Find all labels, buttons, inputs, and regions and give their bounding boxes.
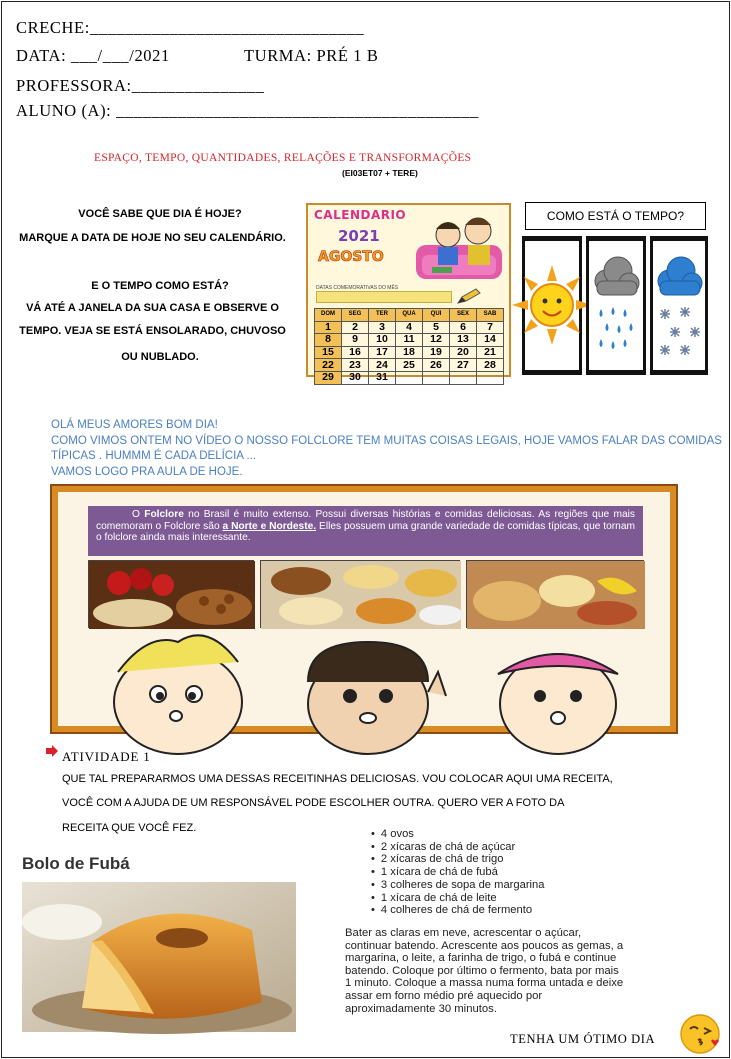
kiss-emoji-icon	[679, 1013, 721, 1055]
calendar	[306, 203, 511, 384]
snow-cloud-icon	[653, 241, 705, 370]
calendar-weekdays	[315, 309, 504, 322]
greeting-line-4: VAMOS LOGO PRA AULA DE HOJE.	[51, 466, 243, 478]
cartoon-kids-sofa-illustration	[408, 211, 508, 285]
ingredient-item: • 4 ovos	[371, 828, 545, 841]
instruction-line-4: VÁ ATÉ A JANELA DA SUA CASA E OBSERVE O	[26, 302, 279, 314]
weather-card-sunny[interactable]	[522, 236, 582, 375]
calendar-day[interactable]: 15	[315, 346, 342, 359]
calendar-day[interactable]: 21	[477, 346, 504, 359]
recipe-title: Bolo de Fubá	[22, 854, 130, 873]
pencil-icon	[456, 287, 482, 305]
instruction-line-2: MARQUE A DATA DE HOJE NO SEU CALENDÁRIO.	[19, 232, 286, 244]
calendar-title: CALENDARIO	[314, 208, 407, 222]
calendar-weekday: QUA	[396, 309, 423, 322]
calendar-day[interactable]: 30	[342, 371, 369, 384]
instruction-line-1: VOCÊ SABE QUE DIA É HOJE?	[78, 208, 242, 220]
region-highlight: a Norte e Nordeste.	[222, 520, 317, 532]
calendar-day[interactable]: 9	[342, 334, 369, 347]
activity-line-3: RECEITA QUE VOCÊ FEZ.	[62, 822, 197, 834]
calendar-day[interactable]: 14	[477, 334, 504, 347]
class-line: TURMA: PRÉ 1 B	[244, 46, 379, 65]
calendar-weekday: TER	[369, 309, 396, 322]
calendar-weekday: SEG	[342, 309, 369, 322]
student-line: ALUNO (A): _________________________________________	[16, 101, 479, 120]
calendar-day[interactable]: 28	[477, 359, 504, 372]
calendar-week	[315, 359, 504, 372]
calendar-day[interactable]: 17	[369, 346, 396, 359]
calendar-day[interactable]: 20	[450, 346, 477, 359]
calendar-week	[315, 321, 504, 334]
greeting-line-2: COMO VIMOS ONTEM NO VÍDEO O NOSSO FOLCLORE TEM MUITAS COISAS LEGAIS, HOJE VAMOS FALAR DAS COMIDAS	[51, 435, 722, 447]
calendar-day	[477, 371, 504, 384]
calendar-day[interactable]: 8	[315, 334, 342, 347]
calendar-week	[315, 334, 504, 347]
calendar-day	[450, 371, 477, 384]
food-photo-3	[466, 560, 644, 628]
calendar-subtitle: DATAS COMEMORATIVAS DO MÊS	[316, 285, 399, 291]
arrow-bullet-icon	[46, 745, 58, 757]
ingredient-item: • 3 colheres de sopa de margarina	[371, 879, 545, 892]
calendar-day[interactable]: 3	[369, 321, 396, 334]
activity-title: ATIVIDADE 1	[62, 749, 151, 764]
recipe-method: Bater as claras em neve, acrescentar o açúcar, continuar batendo. Acrescente aos poucos as gemas, a margarina, o leite, a farinha de trigo, o fubá e continue batendo. Coloque por último o fermento, bata por mais 1 minuto. Coloque a massa numa forma untada e deixe assar em forno médio pré aquecido por aproximadamente 30 minutos.	[345, 927, 624, 1015]
teacher-line: PROFESSORA:_______________	[16, 76, 265, 95]
subject-title: ESPAÇO, TEMPO, QUANTIDADES, RELAÇÕES E TRANSFORMAÇÕES	[94, 152, 472, 164]
calendar-day[interactable]: 25	[396, 359, 423, 372]
calendar-day	[396, 371, 423, 384]
ingredient-item: • 4 colheres de chá de fermento	[371, 904, 545, 917]
calendar-day[interactable]: 11	[396, 334, 423, 347]
creche-line: CRECHE:_______________________________	[16, 18, 365, 37]
calendar-day[interactable]: 13	[450, 334, 477, 347]
calendar-month: AGOSTO	[318, 249, 384, 265]
ingredient-item: • 1 xícara de chá de leite	[371, 892, 545, 905]
calendar-weekday: QUI	[423, 309, 450, 322]
weather-card-snowy[interactable]	[650, 236, 708, 375]
greeting-line-3: TÍPICAS . HUMMM É CADA DELÍCIA ...	[51, 450, 257, 462]
calendar-day[interactable]: 4	[396, 321, 423, 334]
calendar-week	[315, 346, 504, 359]
closing-message: TENHA UM ÓTIMO DIA	[510, 1032, 656, 1046]
activity-line-1: QUE TAL PREPARARMOS UMA DESSAS RECEITINHAS DELICIOSAS. VOU COLOCAR AQUI UMA RECEITA,	[62, 773, 613, 785]
folclore-word: Folclore	[144, 509, 184, 520]
calendar-day[interactable]: 26	[423, 359, 450, 372]
calendar-day[interactable]: 2	[342, 321, 369, 334]
folclore-text: O Folclore no Brasil é muito extenso. Possui diversas histórias e comidas deliciosas. As regiões que mais comemoram o Folclore são a Norte e Nordeste. Elles possuem uma grande variedade de comidas típicas, que tornam o folclore ainda mais interessante.	[88, 506, 643, 556]
sun-icon	[525, 241, 579, 370]
ingredients-list	[371, 828, 545, 917]
calendar-day[interactable]: 22	[315, 359, 342, 372]
greeting-line-1: OLÁ MEUS AMORES BOM DIA!	[51, 419, 218, 431]
calendar-day[interactable]: 27	[450, 359, 477, 372]
calendar-weekday: DOM	[315, 309, 342, 322]
folclore-frame	[52, 486, 676, 732]
subject-code: (EI03ET07 + TERE)	[342, 168, 418, 178]
calendar-year: 2021	[338, 227, 380, 245]
weather-card-rainy[interactable]	[586, 236, 646, 375]
food-photo-2	[260, 560, 460, 628]
calendar-week	[315, 371, 504, 384]
calendar-day[interactable]: 7	[477, 321, 504, 334]
calendar-day[interactable]: 1	[315, 321, 342, 334]
calendar-weekday: SAB	[477, 309, 504, 322]
calendar-day[interactable]: 24	[369, 359, 396, 372]
instruction-line-6: OU NUBLADO.	[121, 351, 199, 363]
calendar-day[interactable]: 23	[342, 359, 369, 372]
calendar-day	[423, 371, 450, 384]
instruction-line-5: TEMPO. VEJA SE ESTÁ ENSOLARADO, CHUVOSO	[19, 325, 286, 337]
calendar-day[interactable]: 12	[423, 334, 450, 347]
cartoon-kids-illustration	[68, 632, 668, 728]
rain-cloud-icon	[589, 241, 643, 370]
calendar-day[interactable]: 10	[369, 334, 396, 347]
calendar-day[interactable]: 29	[315, 371, 342, 384]
instruction-line-3: E O TEMPO COMO ESTÁ?	[91, 280, 229, 292]
calendar-day[interactable]: 18	[396, 346, 423, 359]
calendar-day[interactable]: 16	[342, 346, 369, 359]
weather-label: COMO ESTÁ O TEMPO?	[525, 202, 706, 230]
calendar-day[interactable]: 6	[450, 321, 477, 334]
calendar-day[interactable]: 19	[423, 346, 450, 359]
calendar-grid	[314, 308, 504, 385]
commemorative-box	[316, 291, 452, 303]
ingredient-item: • 2 xícaras de chá de açúcar	[371, 841, 545, 854]
cake-photo	[22, 882, 296, 1032]
calendar-days	[315, 321, 504, 384]
ingredient-item: • 1 xícara de chá de fubá	[371, 866, 545, 879]
ingredient-item: • 2 xícaras de chá de trigo	[371, 853, 545, 866]
calendar-day[interactable]: 5	[423, 321, 450, 334]
activity-line-2: VOCÊ COM A AJUDA DE UM RESPONSÁVEL PODE ESCOLHER OUTRA. QUERO VER A FOTO DA	[62, 797, 565, 809]
food-photo-1	[88, 560, 254, 628]
date-line: DATA: ___/___/2021	[16, 46, 170, 65]
calendar-weekday: SEX	[450, 309, 477, 322]
cake-image	[22, 882, 296, 1032]
calendar-day[interactable]: 31	[369, 371, 396, 384]
